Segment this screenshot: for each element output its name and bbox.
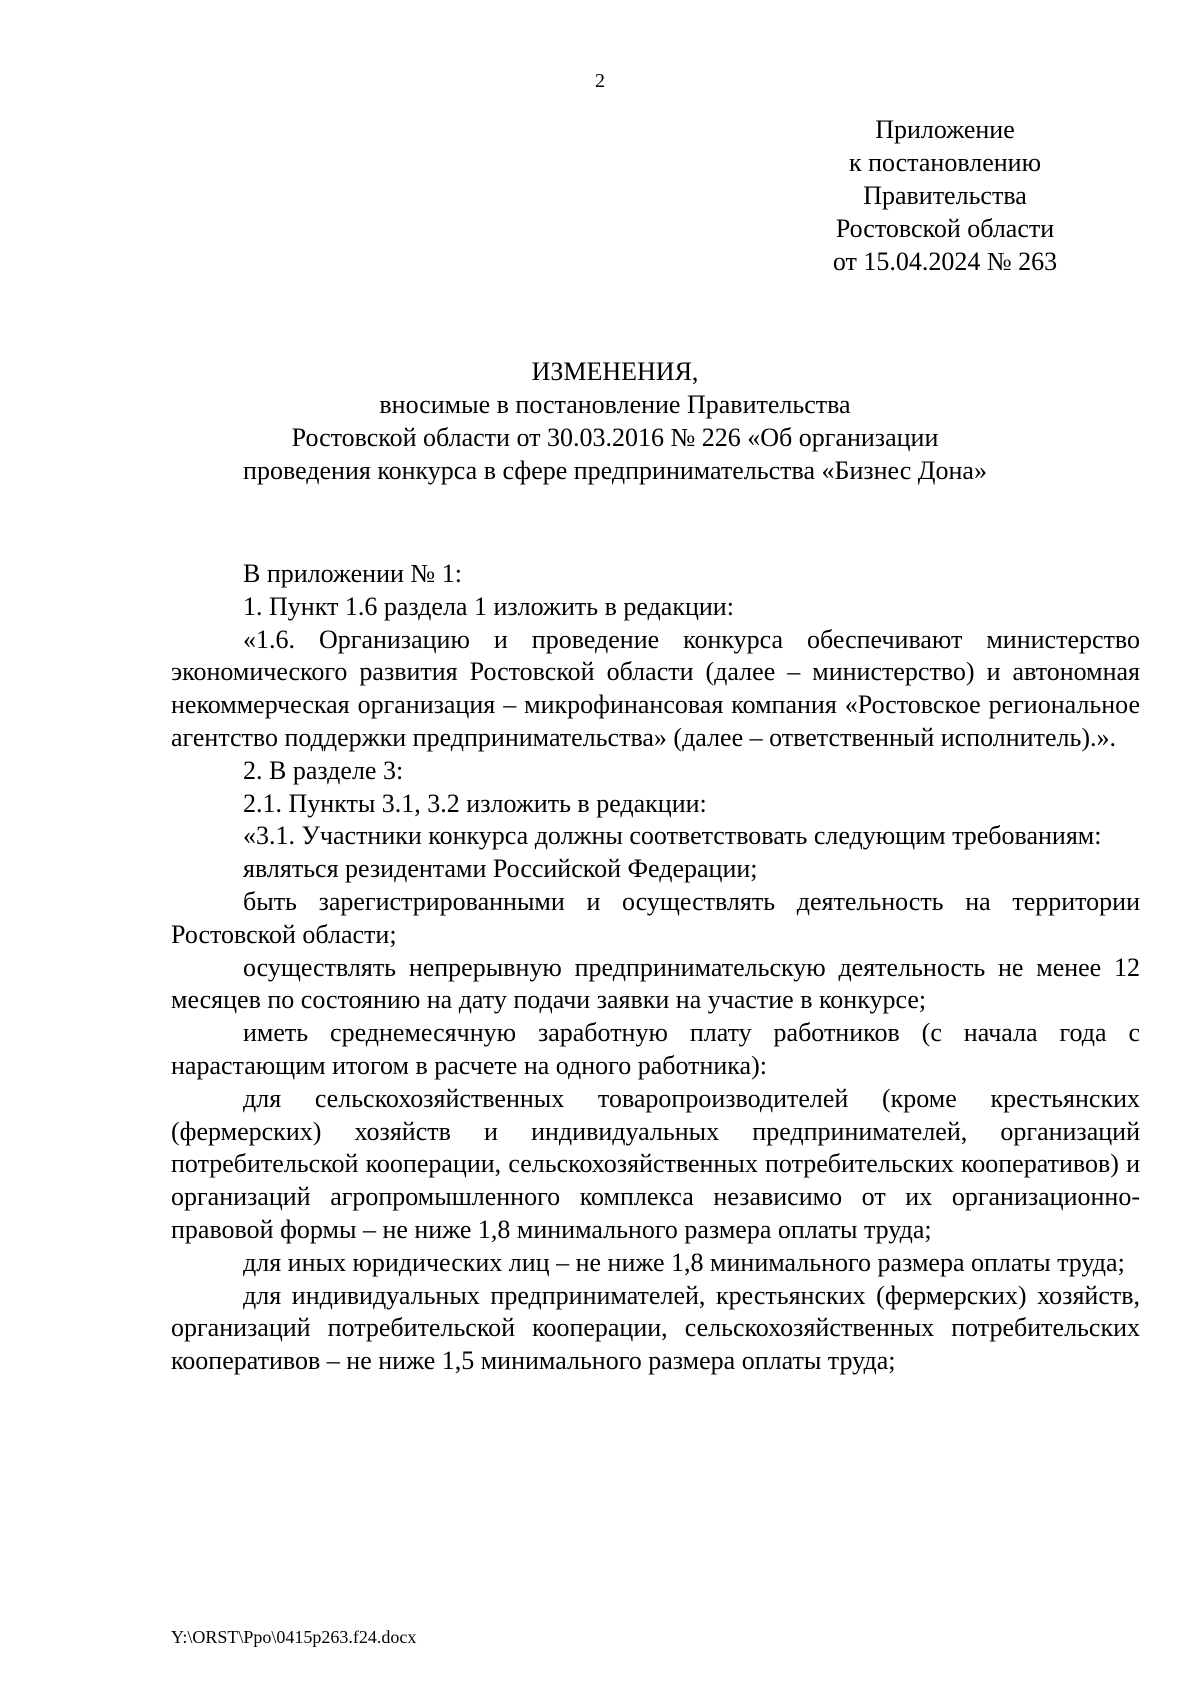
body-paragraph: 2.1. Пункты 3.1, 3.2 изложить в редакции: — [243, 788, 707, 818]
body-paragraph: осуществлять непрерывную предпринимательскую деятельность не менее 12 месяцев по состоянию на дату подачи заявки на участие в конкурсе; — [171, 952, 1140, 1015]
body-paragraph: 2. В разделе 3: — [243, 755, 404, 785]
body-paragraph: «3.1. Участники конкурса должны соответствовать следующим требованиям: — [243, 821, 1102, 851]
body-paragraph: быть зарегистрированными и осуществлять деятельность на территории Ростовской области; — [171, 886, 1140, 949]
appendix-line: Приложение — [875, 115, 1015, 144]
title-heading: ИЗМЕНЕНИЯ, — [531, 357, 699, 386]
document-title — [170, 355, 1060, 487]
body-paragraph: 1. Пункт 1.6 раздела 1 изложить в редакции: — [243, 591, 734, 621]
body-paragraph: являться резидентами Российской Федерации; — [243, 854, 758, 884]
body-paragraph: В приложении № 1: — [243, 559, 462, 588]
body-paragraph: иметь среднемесячную заработную плату работников (с начала года с нарастающим итогом в расчете на одного работника): — [171, 1018, 1140, 1080]
footer-file-path: Y:\ORST\Ppo\0415p263.f24.docx — [171, 1627, 417, 1647]
title-line: проведения конкурса в сфере предпринимательства «Бизнес Дона» — [243, 456, 987, 485]
appendix-line: Правительства — [863, 181, 1027, 210]
body-paragraph: для иных юридических лиц – не ниже 1,8 минимального размера оплаты труда; — [243, 1247, 1125, 1277]
appendix-reference — [820, 113, 1070, 278]
body-paragraph: для сельскохозяйственных товаропроизводителей (кроме крестьянских (фермерских) хозяйств и индивидуальных предпринимателей, организаций потребительской кооперации, сельскохозяйственных потребительских кооперативов) и организаций агропромышленного комплекса независимо от их организационно-правовой формы – не ниже 1,8 минимального размера оплаты труда; — [171, 1083, 1140, 1244]
appendix-line: к постановлению — [848, 148, 1042, 177]
body-paragraph: для индивидуальных предпринимателей, крестьянских (фермерских) хозяйств, организаций потребительской кооперации, сельскохозяйственных потребительских кооперативов – не ниже 1,5 минимального размера оплаты труда; — [171, 1280, 1140, 1376]
title-line: Ростовской области от 30.03.2016 № 226 «Об организации — [291, 423, 939, 452]
page-number: 2 — [595, 70, 605, 92]
body-paragraph: «1.6. Организацию и проведение конкурса обеспечивают министерство экономического развития Ростовской области (далее – министерство) и автономная некоммерческая организация – микрофинансовая компания «Ростовское региональное агентство поддержки предпринимательства» (далее – ответственный исполнитель).». — [171, 624, 1140, 752]
appendix-line: от 15.04.2024 № 263 — [832, 247, 1058, 276]
title-line: вносимые в постановление Правительства — [379, 390, 851, 419]
appendix-line: Ростовской области — [835, 214, 1055, 243]
document-body — [171, 558, 1140, 1378]
